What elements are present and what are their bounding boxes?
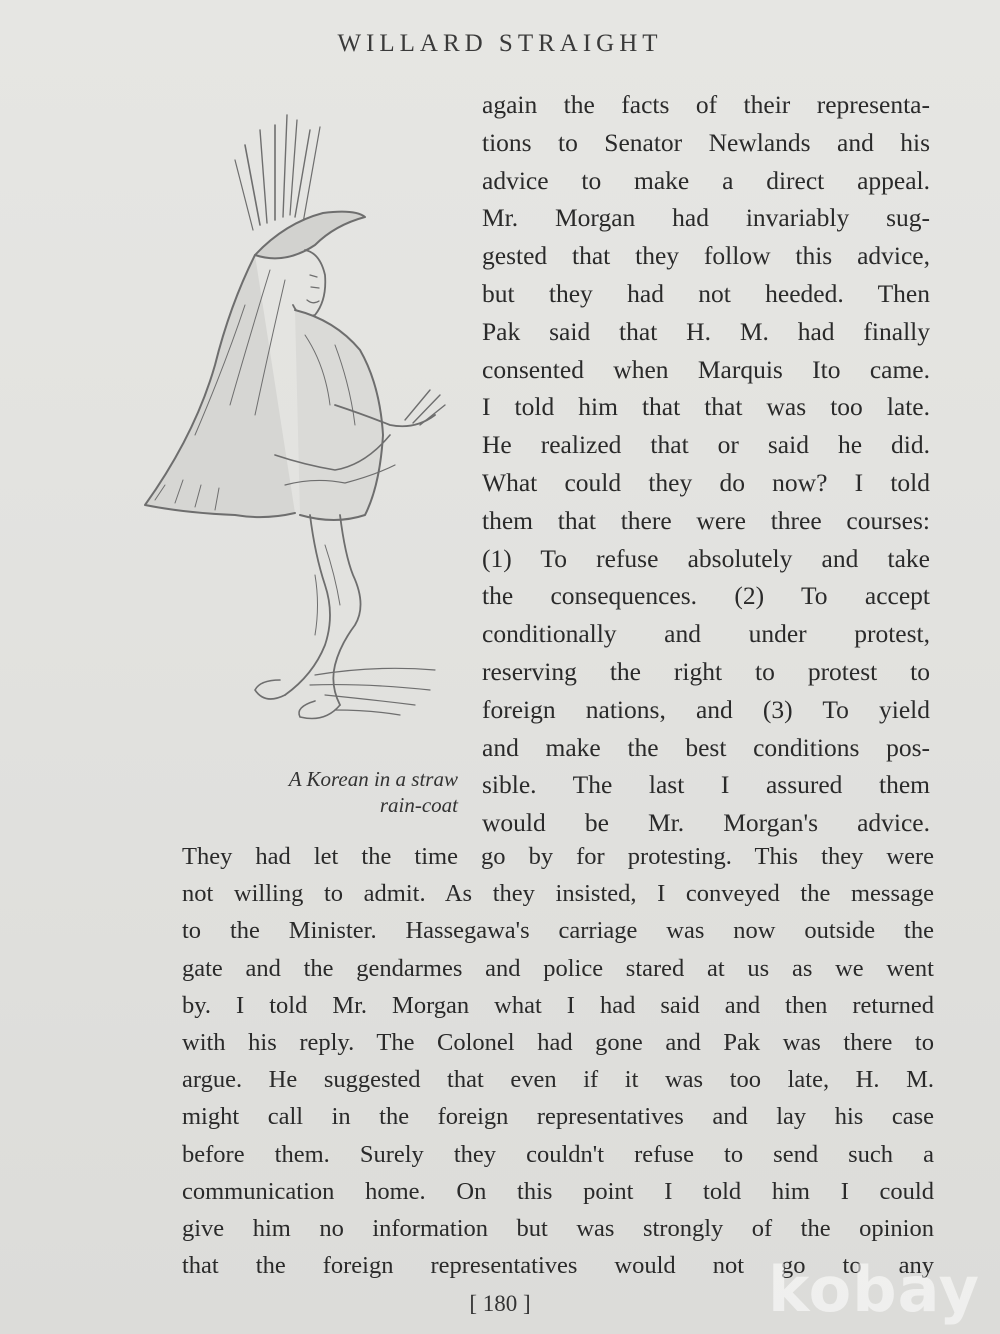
text-line: before them. Surely they couldn't refuse to send such a xyxy=(182,1140,934,1168)
text-line: gate and the gendarmes and police stared at us as we went xyxy=(182,954,934,982)
text-line: by. I told Mr. Morgan what I had said and then returned xyxy=(182,991,934,1019)
caption-line: A Korean in a straw xyxy=(288,767,458,791)
watermark-logo: kobay xyxy=(768,1253,980,1326)
text-line: might call in the foreign representatives and lay his case xyxy=(182,1103,934,1131)
text-line: Pak said that H. M. had finally xyxy=(482,316,930,346)
text-line: with his reply. The Colonel had gone and Pak was there to xyxy=(182,1028,934,1056)
text-line: not willing to admit. As they insisted, I conveyed the message xyxy=(182,880,934,908)
text-line: give him no information but was strongly of the opinion xyxy=(182,1214,934,1242)
text-line: I told him that that was too late. xyxy=(482,392,930,422)
text-line: argue. He suggested that even if it was too late, H. M. xyxy=(182,1066,934,1094)
text-line: He realized that or said he did. xyxy=(482,430,930,460)
text-line: tions to Senator Newlands and his xyxy=(482,127,930,157)
text-line: but they had not heeded. Then xyxy=(482,278,930,308)
text-line: foreign nations, and (3) To yield xyxy=(482,694,930,724)
text-line: (1) To refuse absolutely and take xyxy=(482,543,930,573)
text-line: conditionally and under protest, xyxy=(482,619,930,649)
right-column-text xyxy=(482,86,930,842)
text-line: that the foreign representatives would not go to any xyxy=(182,1252,934,1280)
text-line: consented when Marquis Ito came. xyxy=(482,354,930,384)
running-head: WILLARD STRAIGHT xyxy=(337,30,663,57)
text-line: to the Minister. Hassegawa's carriage was now outside the xyxy=(182,917,934,945)
page-number: [ 180 ] xyxy=(469,1291,531,1316)
figure-caption xyxy=(180,766,458,818)
text-line: again the facts of their representa- xyxy=(482,90,930,119)
text-line: communication home. On this point I told him I could xyxy=(182,1177,934,1205)
text-line: them that there were three courses: xyxy=(482,505,930,535)
illustration-sketch xyxy=(135,105,465,765)
text-line: What could they do now? I told xyxy=(482,467,930,497)
caption-line: rain-coat xyxy=(379,793,458,817)
full-width-text xyxy=(182,838,934,1284)
text-line: and make the best conditions pos- xyxy=(482,732,930,762)
korean-man-illustration-icon xyxy=(135,105,465,765)
text-line: reserving the right to protest to xyxy=(482,656,930,686)
text-line: Mr. Morgan had invariably sug- xyxy=(482,203,930,233)
text-line: would be Mr. Morgan's advice. xyxy=(482,808,930,838)
text-line: the consequences. (2) To accept xyxy=(482,581,930,611)
text-line: gested that they follow this advice, xyxy=(482,241,930,271)
text-line: They had let the time go by for protesting. This they were xyxy=(182,843,934,870)
text-line: advice to make a direct appeal. xyxy=(482,165,930,195)
text-line: sible. The last I assured them xyxy=(482,770,930,800)
